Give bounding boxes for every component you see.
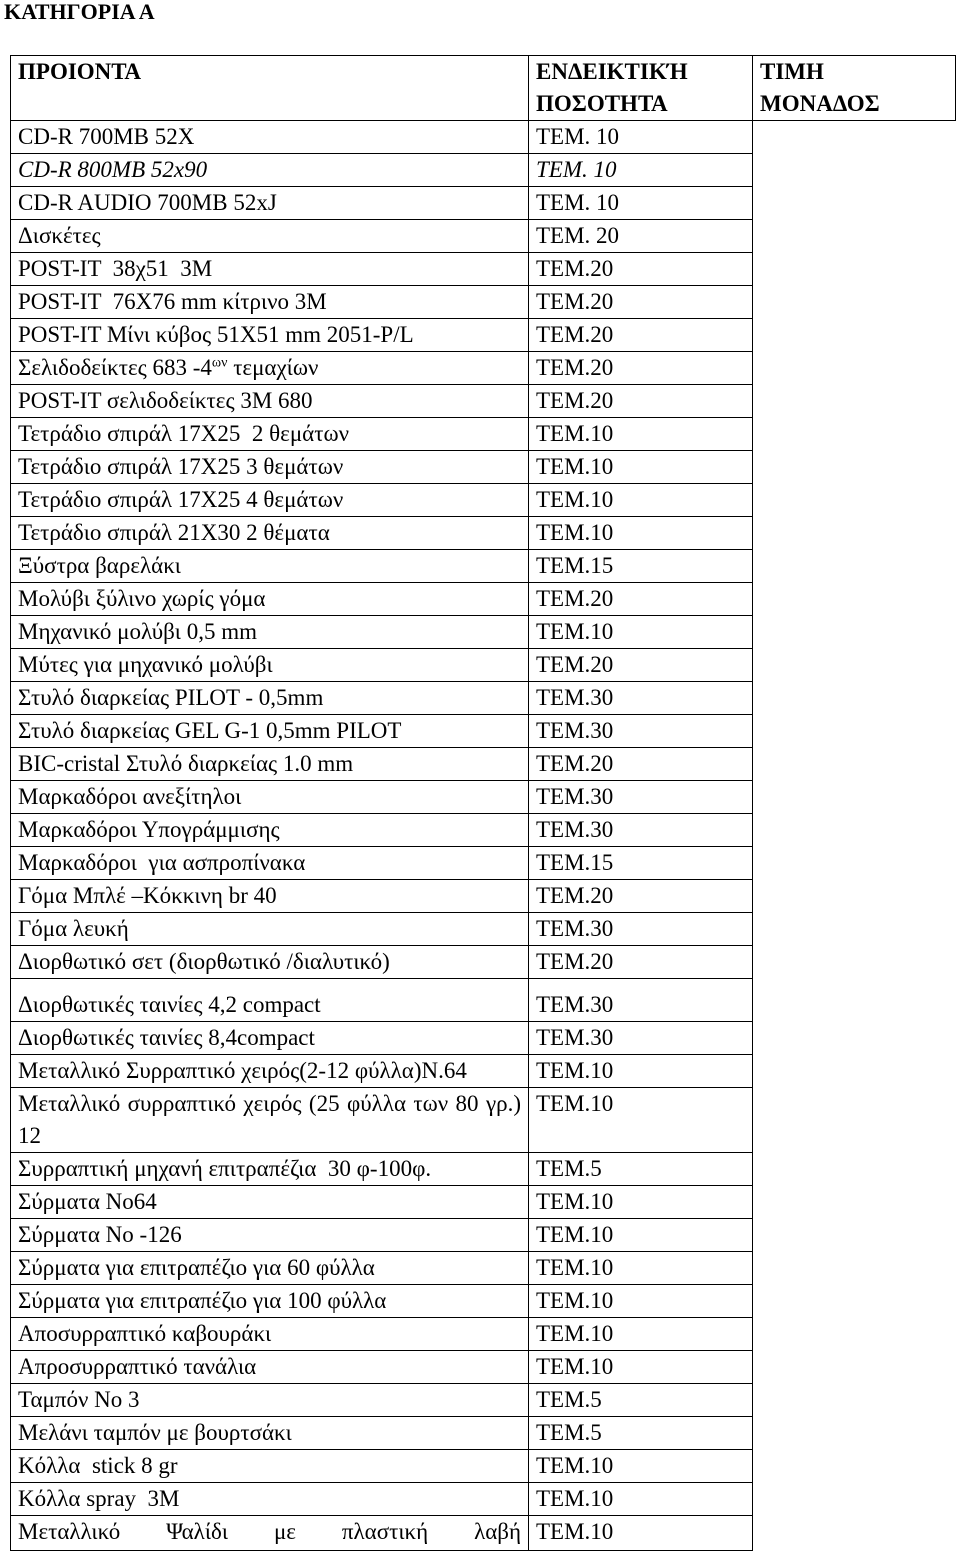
product-cell: POST-IT Μίνι κύβος 51X51 mm 2051-P/L <box>11 319 529 352</box>
table-row <box>11 1285 956 1318</box>
products-table <box>10 55 956 1551</box>
product-cell: Τετράδιο σπιράλ 17X25 4 θεμάτων <box>11 484 529 517</box>
product-name-tail: τεμαχίων <box>227 355 319 380</box>
quantity-cell: ΤΕΜ.10 <box>529 1318 753 1351</box>
product-cell: Διορθωτικό σετ (διορθωτικό /διαλυτικό) <box>11 946 529 979</box>
product-cell <box>11 352 529 385</box>
quantity-cell: ΤΕΜ. 10 <box>529 187 753 220</box>
product-cell: Γόμα Μπλέ –Κόκκινη br 40 <box>11 880 529 913</box>
table-row <box>11 880 956 913</box>
quantity-cell: ΤΕΜ.30 <box>529 913 753 946</box>
product-cell: Μελάνι ταμπόν με βουρτσάκι <box>11 1417 529 1450</box>
quantity-cell: ΤΕΜ.20 <box>529 649 753 682</box>
table-row <box>11 748 956 781</box>
table-row <box>11 781 956 814</box>
table-row <box>11 1417 956 1450</box>
quantity-cell: ΤΕΜ. 10 <box>529 154 753 187</box>
product-cell: POST-IT σελιδοδείκτες 3M 680 <box>11 385 529 418</box>
quantity-cell: ΤΕΜ.10 <box>529 616 753 649</box>
product-cell: Στυλό διαρκείας GEL G-1 0,5mm PILOT <box>11 715 529 748</box>
table-row <box>11 1055 956 1088</box>
table-row <box>11 220 956 253</box>
quantity-cell: ΤΕΜ.10 <box>529 1483 753 1516</box>
table-row <box>11 979 956 1022</box>
quantity-cell: ΤΕΜ.20 <box>529 583 753 616</box>
header-product: ΠΡΟΙΟΝΤΑ <box>11 56 529 121</box>
table-row <box>11 1153 956 1186</box>
table-row <box>11 847 956 880</box>
quantity-cell: ΤΕΜ.20 <box>529 319 753 352</box>
product-cell: Στυλό διαρκείας PILOT - 0,5mm <box>11 682 529 715</box>
quantity-cell: ΤΕΜ.5 <box>529 1417 753 1450</box>
quantity-cell: ΤΕΜ.5 <box>529 1153 753 1186</box>
quantity-cell: ΤΕΜ.20 <box>529 352 753 385</box>
table-row <box>11 319 956 352</box>
product-cell: Κόλλα stick 8 gr <box>11 1450 529 1483</box>
quantity-cell: ΤΕΜ.30 <box>529 781 753 814</box>
quantity-cell: ΤΕΜ.10 <box>529 1285 753 1318</box>
product-cell: POST-IT 76X76 mm κίτρινο 3M <box>11 286 529 319</box>
table-row <box>11 121 956 154</box>
product-cell: Μαρκαδόροι Υπογράμμισης <box>11 814 529 847</box>
product-cell: BIC-cristal Στυλό διαρκείας 1.0 mm <box>11 748 529 781</box>
table-row <box>11 1384 956 1417</box>
table-row <box>11 1483 956 1516</box>
table-row <box>11 649 956 682</box>
quantity-cell: ΤΕΜ.20 <box>529 748 753 781</box>
product-cell: CD-R 700MB 52X <box>11 121 529 154</box>
quantity-cell: ΤΕΜ.20 <box>529 253 753 286</box>
table-row <box>11 253 956 286</box>
table-row <box>11 1516 956 1551</box>
table-row <box>11 1252 956 1285</box>
table-row <box>11 451 956 484</box>
product-cell: Μεταλλικό Ψαλίδι με πλαστική λαβή <box>11 1516 529 1551</box>
product-cell: Μολύβι ξύλινο χωρίς γόμα <box>11 583 529 616</box>
product-cell: Ξύστρα βαρελάκι <box>11 550 529 583</box>
product-cell: Σύρματα για επιτραπέζιο για 60 φύλλα <box>11 1252 529 1285</box>
product-cell: Μαρκαδόροι ανεξίτηλοι <box>11 781 529 814</box>
table-row <box>11 1022 956 1055</box>
quantity-cell: ΤΕΜ.10 <box>529 517 753 550</box>
table-row <box>11 1450 956 1483</box>
table-row <box>11 418 956 451</box>
table-row <box>11 1318 956 1351</box>
quantity-cell: ΤΕΜ.20 <box>529 880 753 913</box>
table-row <box>11 1088 956 1153</box>
quantity-cell: ΤΕΜ.10 <box>529 1516 753 1551</box>
table-row <box>11 913 956 946</box>
product-cell: Μύτες για μηχανικό μολύβι <box>11 649 529 682</box>
table-row <box>11 187 956 220</box>
table-row <box>11 352 956 385</box>
product-cell: Γόμα λευκή <box>11 913 529 946</box>
table-row <box>11 583 956 616</box>
table-body <box>11 121 956 1551</box>
quantity-cell: ΤΕΜ.15 <box>529 550 753 583</box>
quantity-cell: ΤΕΜ.30 <box>529 715 753 748</box>
table-row <box>11 715 956 748</box>
quantity-cell: ΤΕΜ.10 <box>529 1055 753 1088</box>
table-row <box>11 154 956 187</box>
table-row <box>11 616 956 649</box>
product-cell: Τετράδιο σπιράλ 17X25 2 θεμάτων <box>11 418 529 451</box>
table-row <box>11 385 956 418</box>
table-row <box>11 814 956 847</box>
quantity-cell: ΤΕΜ.20 <box>529 286 753 319</box>
quantity-cell: ΤΕΜ.10 <box>529 1088 753 1153</box>
product-cell: Δισκέτες <box>11 220 529 253</box>
table-row <box>11 682 956 715</box>
product-name: Σελιδοδείκτες 683 -4 <box>18 355 212 380</box>
table-row <box>11 484 956 517</box>
table-row <box>11 946 956 979</box>
product-cell: Διορθωτικές ταινίες 4,2 compact <box>11 979 529 1022</box>
quantity-cell: ΤΕΜ. 20 <box>529 220 753 253</box>
quantity-cell: ΤΕΜ.15 <box>529 847 753 880</box>
product-superscript: ων <box>211 355 228 371</box>
table-row <box>11 1351 956 1384</box>
table-row <box>11 1186 956 1219</box>
quantity-cell: ΤΕΜ.10 <box>529 1219 753 1252</box>
page-title: ΚΑΤΗΓΟΡΙΑ Α <box>4 0 155 24</box>
table-row <box>11 517 956 550</box>
product-cell: Μηχανικό μολύβι 0,5 mm <box>11 616 529 649</box>
product-cell: Μαρκαδόροι για ασπροπίνακα <box>11 847 529 880</box>
table-row <box>11 1219 956 1252</box>
quantity-cell: ΤΕΜ.30 <box>529 979 753 1022</box>
quantity-cell: ΤΕΜ.20 <box>529 946 753 979</box>
product-cell: Ταμπόν Νο 3 <box>11 1384 529 1417</box>
product-cell: Συρραπτική μηχανή επιτραπέζια 30 φ-100φ. <box>11 1153 529 1186</box>
quantity-cell: ΤΕΜ.10 <box>529 418 753 451</box>
product-cell: Τετράδιο σπιράλ 17X25 3 θεμάτων <box>11 451 529 484</box>
product-cell: Σύρματα Νο -126 <box>11 1219 529 1252</box>
header-unit-price: ΤΙΜΗ ΜΟΝΑΔΟΣ <box>753 56 956 121</box>
product-cell: POST-IT 38χ51 3M <box>11 253 529 286</box>
product-cell: CD-R 800MB 52x90 <box>11 154 529 187</box>
quantity-cell: ΤΕΜ.30 <box>529 682 753 715</box>
product-cell: Κόλλα spray 3M <box>11 1483 529 1516</box>
quantity-cell: ΤΕΜ.20 <box>529 385 753 418</box>
quantity-cell: ΤΕΜ.10 <box>529 1351 753 1384</box>
quantity-cell: ΤΕΜ.10 <box>529 451 753 484</box>
product-cell: Σύρματα Νο64 <box>11 1186 529 1219</box>
product-cell: Απροσυρραπτικό τανάλια <box>11 1351 529 1384</box>
table-header-row <box>11 56 956 121</box>
table-row <box>11 286 956 319</box>
quantity-cell: ΤΕΜ. 10 <box>529 121 753 154</box>
quantity-cell: ΤΕΜ.10 <box>529 1186 753 1219</box>
quantity-cell: ΤΕΜ.10 <box>529 484 753 517</box>
product-cell: Μεταλλικό Συρραπτικό χειρός(2-12 φύλλα)Ν.64 <box>11 1055 529 1088</box>
product-cell: CD-R AUDIO 700MB 52xJ <box>11 187 529 220</box>
quantity-cell: ΤΕΜ.30 <box>529 1022 753 1055</box>
product-cell: Τετράδιο σπιράλ 21X30 2 θέματα <box>11 517 529 550</box>
quantity-cell: ΤΕΜ.10 <box>529 1252 753 1285</box>
quantity-cell: ΤΕΜ.5 <box>529 1384 753 1417</box>
quantity-cell: ΤΕΜ.10 <box>529 1450 753 1483</box>
table-row <box>11 550 956 583</box>
product-cell: Μεταλλικό συρραπτικό χειρός (25 φύλλα των 80 γρ.) 12 <box>11 1088 529 1153</box>
product-cell: Σύρματα για επιτραπέζιο για 100 φύλλα <box>11 1285 529 1318</box>
product-cell: Αποσυρραπτικό καβουράκι <box>11 1318 529 1351</box>
quantity-cell: ΤΕΜ.30 <box>529 814 753 847</box>
product-cell: Διορθωτικές ταινίες 8,4compact <box>11 1022 529 1055</box>
header-quantity: ΕΝΔΕΙΚΤΙΚΉ ΠΟΣΟΤΗΤΑ <box>529 56 753 121</box>
